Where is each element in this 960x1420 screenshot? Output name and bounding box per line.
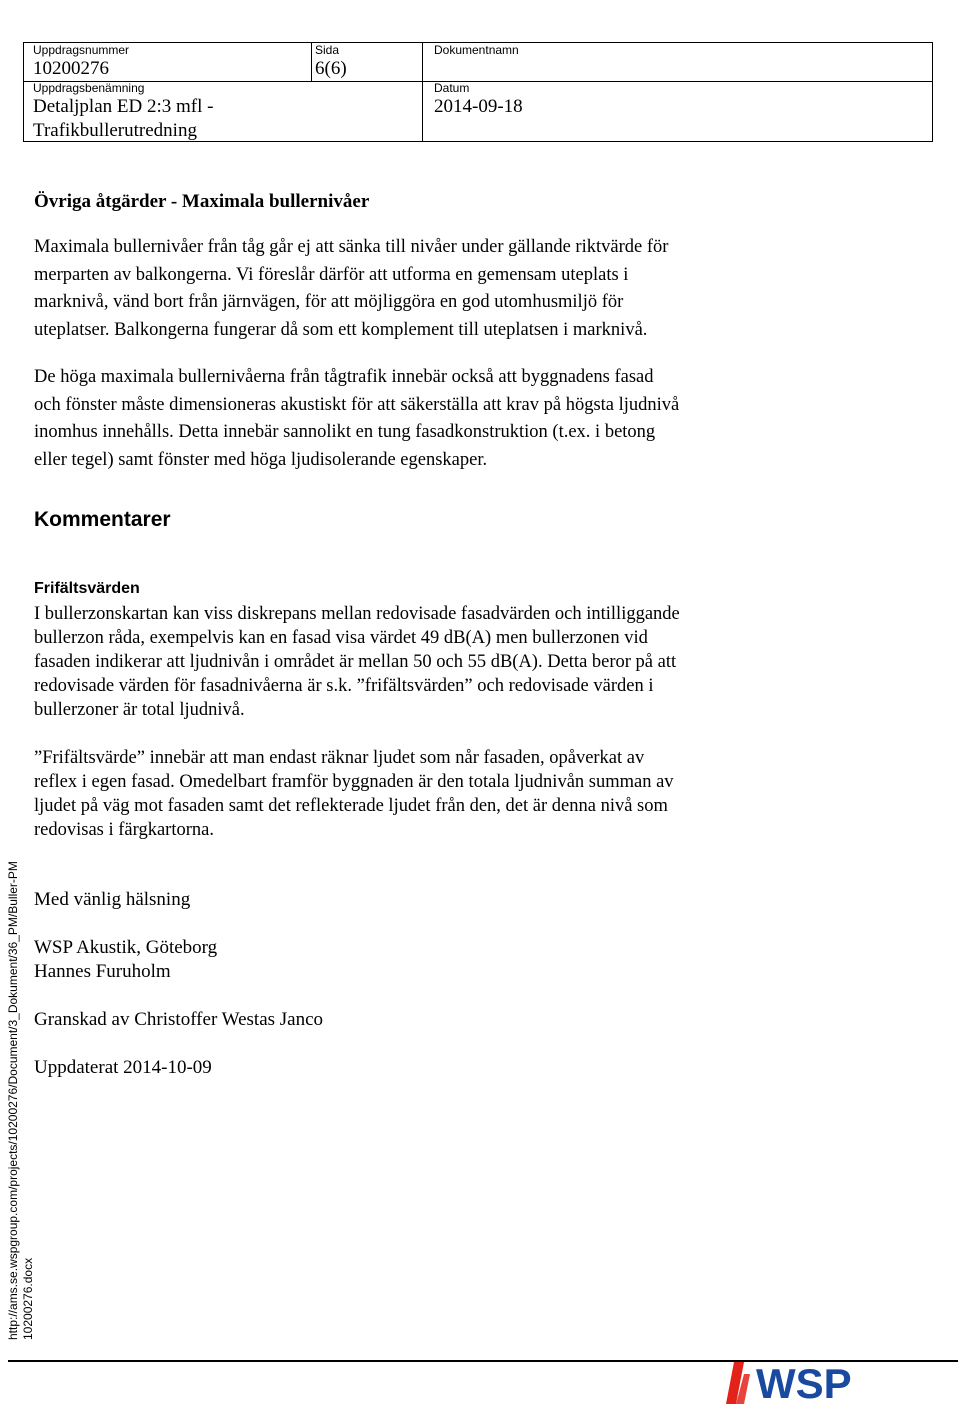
paragraph-line: bullerzon råda, exempelvis kan en fasad visa värdet 49 dB(A) men bullerzonen vid [34, 628, 648, 648]
uppdragsnummer-label: Uppdragsnummer [33, 43, 130, 57]
uppdragsnummer-cell [33, 43, 129, 81]
datum-label: Datum [434, 81, 470, 95]
sida-cell [315, 43, 347, 81]
paragraph-line: marknivå, vänd bort från järnvägen, för att möjliggöra en god utomhusmiljö för [34, 292, 624, 312]
kommentarer-heading: Kommentarer [34, 508, 171, 531]
paragraph-line: redovisade värden för fasadnivåerna är s.k. ”frifältsvärden” och redovisade värden i [34, 676, 654, 696]
updated-date: Uppdaterat 2014-10-09 [34, 1057, 212, 1078]
section-ovriga-atgarder [34, 191, 774, 213]
paragraph-line: eller tegel) samt fönster med höga ljudisolerande egenskaper. [34, 449, 488, 470]
author-name: Hannes Furuholm [34, 961, 171, 982]
datum-cell [434, 81, 523, 119]
paragraph-line: reflex i egen fasad. Omedelbart framför byggnaden är den totala ljudnivån summan av [34, 772, 674, 792]
paragraph-line: bullerzoner är total ljudnivå. [34, 700, 245, 720]
section-kommentarer [34, 508, 774, 532]
paragraph-line: ljudet på väg mot fasaden samt det reflekterade ljudet från den, det är denna nivå som [34, 796, 668, 816]
uppdragsbenamning-label: Uppdragsbenämning [33, 81, 145, 95]
paragraph-line: ”Frifältsvärde” innebär att man endast räknar ljudet som når fasaden, opåverkat av [34, 748, 645, 768]
uppdragsnummer-value: 10200276 [33, 58, 109, 79]
paragraph-line: och fönster måste dimensioneras akustiskt för att säkerställa att krav på högsta ljudnivå [34, 394, 680, 415]
frifaltsvarden-heading: Frifältsvärden [34, 580, 140, 597]
paragraph-bullerzon [34, 602, 794, 722]
paragraph-line: merparten av balkongerna. Vi föreslår därför att utforma en gemensam uteplats i [34, 264, 629, 285]
dokumentnamn-label: Dokumentnamn [434, 43, 519, 57]
document-header [23, 42, 933, 142]
section-heading: Övriga åtgärder - Maximala bullernivåer [34, 191, 370, 212]
paragraph-facade [34, 364, 774, 474]
greeting: Med vänlig hälsning [34, 889, 191, 910]
uppdragsbenamning-line1: Detaljplan ED 2:3 mfl - [33, 96, 214, 117]
paragraph-line: Maximala bullernivåer från tåg går ej att sänka till nivåer under gällande riktvärde för [34, 237, 669, 257]
header-divider [311, 43, 312, 81]
wsp-logo [722, 1352, 882, 1412]
paragraph-line: I bullerzonskartan kan viss diskrepans mellan redovisade fasadvärden och intilliggande [34, 604, 680, 624]
paragraph-line: De höga maximala bullernivåerna från tågtrafik innebär också att byggnadens fasad [34, 367, 654, 387]
paragraph-max-levels [34, 234, 774, 344]
reviewed-by: Granskad av Christoffer Westas Janco [34, 1009, 324, 1030]
uppdragsbenamning-line2: Trafikbullerutredning [33, 120, 197, 141]
sida-value: 6(6) [315, 58, 347, 79]
header-divider [422, 43, 423, 141]
paragraph-frifaltsvarde [34, 746, 794, 842]
file-path-text [6, 861, 36, 1340]
paragraph-line: fasaden indikerar att ljudnivån i området är mellan 50 och 55 dB(A). Detta beror på att [34, 652, 677, 672]
sida-label: Sida [315, 43, 340, 57]
wsp-logo-icon [722, 1352, 882, 1412]
paragraph-line: redovisas i färgkartorna. [34, 820, 214, 840]
uppdragsbenamning-cell [33, 81, 213, 143]
file-path-margin [0, 861, 40, 1340]
file-path-line2: 10200276.docx [21, 1257, 35, 1340]
datum-value: 2014-09-18 [434, 96, 523, 117]
paragraph-line: inomhus innehålls. Detta innebär sannolikt en tung fasadkonstruktion (t.ex. i betong [34, 422, 656, 442]
file-path-line1: http://ams.se.wspgroup.com/projects/10200276/Document/3_Dokument/36_PM/Buller-PM [6, 861, 20, 1340]
subsection-frifaltsvarden [34, 580, 774, 598]
signature-block [34, 888, 774, 1080]
wsp-logo-text: WSP [756, 1360, 852, 1407]
dokumentnamn-cell [434, 43, 519, 57]
company-name: WSP Akustik, Göteborg [34, 937, 218, 958]
paragraph-line: uteplatser. Balkongerna fungerar då som ett komplement till uteplatsen i marknivå. [34, 319, 648, 340]
